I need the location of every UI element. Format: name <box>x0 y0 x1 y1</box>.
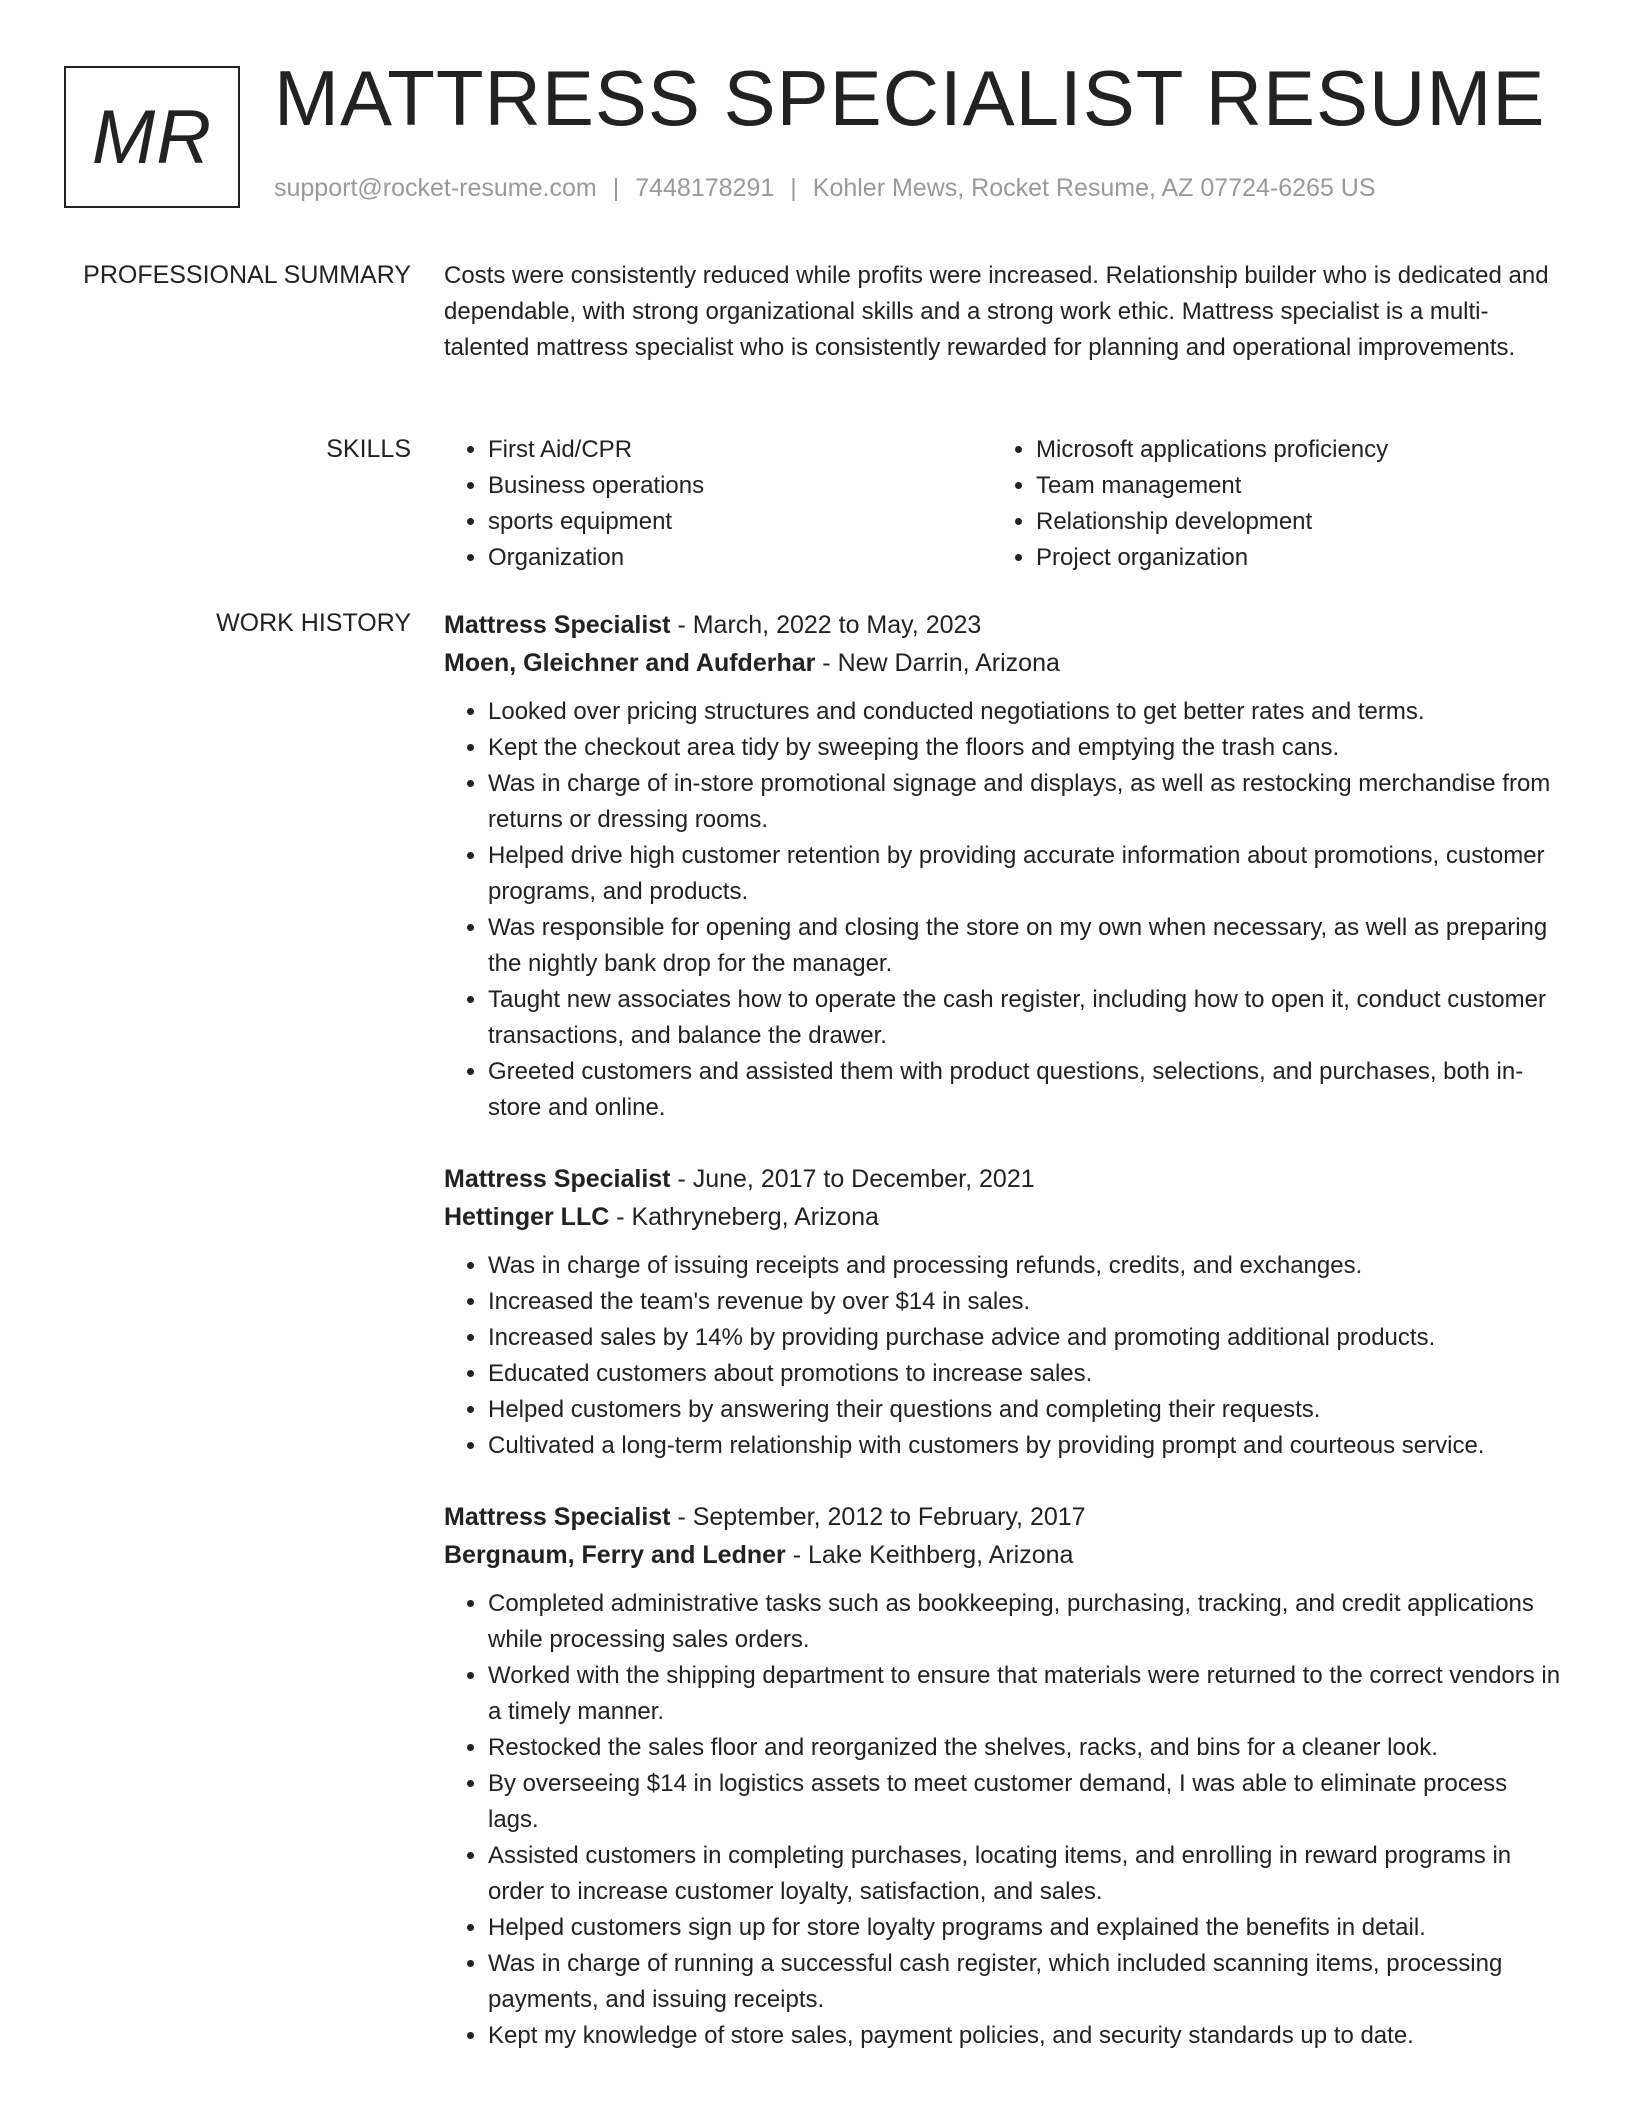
job-bullet: • By overseeing $14 in logistics assets to meet customer demand, I was able to eliminate process lags. <box>488 1766 1564 1838</box>
skill-item: • Business operations <box>488 468 992 504</box>
job-title-line <box>444 606 1564 644</box>
job-title-line <box>444 1160 1564 1198</box>
monogram-logo: MR <box>64 66 240 208</box>
job-bullet: • Increased sales by 14% by providing purchase advice and promoting additional products. <box>488 1320 1564 1356</box>
skills-list-left <box>444 432 992 576</box>
skill-item: • Relationship development <box>1036 504 1540 540</box>
skills-heading: SKILLS <box>326 435 411 463</box>
job-bullet: • Taught new associates how to operate the cash register, including how to open it, conduct customer transactions, and balance the drawer. <box>488 982 1564 1054</box>
job-location: - Lake Keithberg, Arizona <box>785 1541 1074 1569</box>
job-location: - New Darrin, Arizona <box>815 649 1060 677</box>
job-bullet: • Helped drive high customer retention by providing accurate information about promotions, customer programs, and products. <box>488 838 1564 910</box>
contact-email: support@rocket-resume.com <box>274 174 597 202</box>
job-bullet: • Completed administrative tasks such as bookkeeping, purchasing, tracking, and credit applications while processing sales orders. <box>488 1586 1564 1658</box>
work-history-heading: WORK HISTORY <box>216 609 411 637</box>
job-bullet: • Looked over pricing structures and conducted negotiations to get better rates and terms. <box>488 694 1564 730</box>
job-bullets <box>444 1586 1564 2054</box>
contact-line <box>274 174 1376 203</box>
job-bullet: • Greeted customers and assisted them with product questions, selections, and purchases, both in-store and online. <box>488 1054 1564 1126</box>
job-company: Hettinger LLC <box>444 1203 610 1231</box>
job-bullet: • Assisted customers in completing purchases, locating items, and enrolling in reward programs in order to increase customer loyalty, satisfaction, and sales. <box>488 1838 1564 1910</box>
job-dates: - March, 2022 to May, 2023 <box>670 611 982 639</box>
job-bullet: • Worked with the shipping department to ensure that materials were returned to the correct vendors in a timely manner. <box>488 1658 1564 1730</box>
contact-separator: | <box>790 174 797 202</box>
job-title: Mattress Specialist <box>444 1503 671 1531</box>
job-company-line <box>444 1536 1564 1574</box>
job-bullet: • Was in charge of issuing receipts and processing refunds, credits, and exchanges. <box>488 1248 1564 1284</box>
skills-list-right <box>992 432 1540 576</box>
job-dates: - September, 2012 to February, 2017 <box>670 1503 1086 1531</box>
skill-item: • First Aid/CPR <box>488 432 992 468</box>
job-company: Bergnaum, Ferry and Ledner <box>444 1541 786 1569</box>
resume-title: MATTRESS SPECIALIST RESUME <box>274 54 1546 142</box>
skill-item: • Microsoft applications proficiency <box>1036 432 1540 468</box>
job-title: Mattress Specialist <box>444 1165 671 1193</box>
job-bullet: • Restocked the sales floor and reorganized the shelves, racks, and bins for a cleaner look. <box>488 1730 1564 1766</box>
job-entry <box>444 1160 1564 1464</box>
contact-separator: | <box>612 174 620 202</box>
job-location: - Kathryneberg, Arizona <box>609 1203 879 1231</box>
contact-address: Kohler Mews, Rocket Resume, AZ 07724-6265 US <box>812 174 1376 202</box>
job-company-line <box>444 644 1564 682</box>
job-bullets <box>444 1248 1564 1464</box>
job-title: Mattress Specialist <box>444 611 671 639</box>
job-bullet: • Was responsible for opening and closing the store on my own when necessary, as well as preparing the nightly bank drop for the manager. <box>488 910 1564 982</box>
job-dates: - June, 2017 to December, 2021 <box>670 1165 1035 1193</box>
contact-phone: 7448178291 <box>635 174 775 202</box>
job-company: Moen, Gleichner and Aufderhar <box>444 649 816 677</box>
job-company-line <box>444 1198 1564 1236</box>
job-title-line <box>444 1498 1564 1536</box>
skill-item: • Team management <box>1036 468 1540 504</box>
job-entry <box>444 606 1564 1126</box>
job-bullet: • Helped customers by answering their questions and completing their requests. <box>488 1392 1564 1428</box>
summary-text: Costs were consistently reduced while profits were increased. Relationship builder who is dedicated and dependable, with strong organizational skills and a strong work ethic. Mattress specialist is a multi-talented mattress specialist who is consistently rewarded for planning and operational improvements. <box>444 262 1549 361</box>
job-bullet: • Kept the checkout area tidy by sweeping the floors and emptying the trash cans. <box>488 730 1564 766</box>
job-bullet: • Educated customers about promotions to increase sales. <box>488 1356 1564 1392</box>
job-bullet: • Was in charge of running a successful cash register, which included scanning items, processing payments, and issuing receipts. <box>488 1946 1564 2018</box>
job-bullets <box>444 694 1564 1126</box>
job-bullet: • Kept my knowledge of store sales, payment policies, and security standards up to date. <box>488 2018 1564 2054</box>
summary-heading: PROFESSIONAL SUMMARY <box>83 261 411 289</box>
job-entry <box>444 1498 1564 2054</box>
job-bullet: • Was in charge of in-store promotional signage and displays, as well as restocking merchandise from returns or dressing rooms. <box>488 766 1564 838</box>
job-bullet: • Helped customers sign up for store loyalty programs and explained the benefits in detail. <box>488 1910 1564 1946</box>
skill-item: • Project organization <box>1036 540 1540 576</box>
skill-item: • sports equipment <box>488 504 992 540</box>
job-bullet: • Increased the team's revenue by over $14 in sales. <box>488 1284 1564 1320</box>
skill-item: • Organization <box>488 540 992 576</box>
job-bullet: • Cultivated a long-term relationship with customers by providing prompt and courteous service. <box>488 1428 1564 1464</box>
